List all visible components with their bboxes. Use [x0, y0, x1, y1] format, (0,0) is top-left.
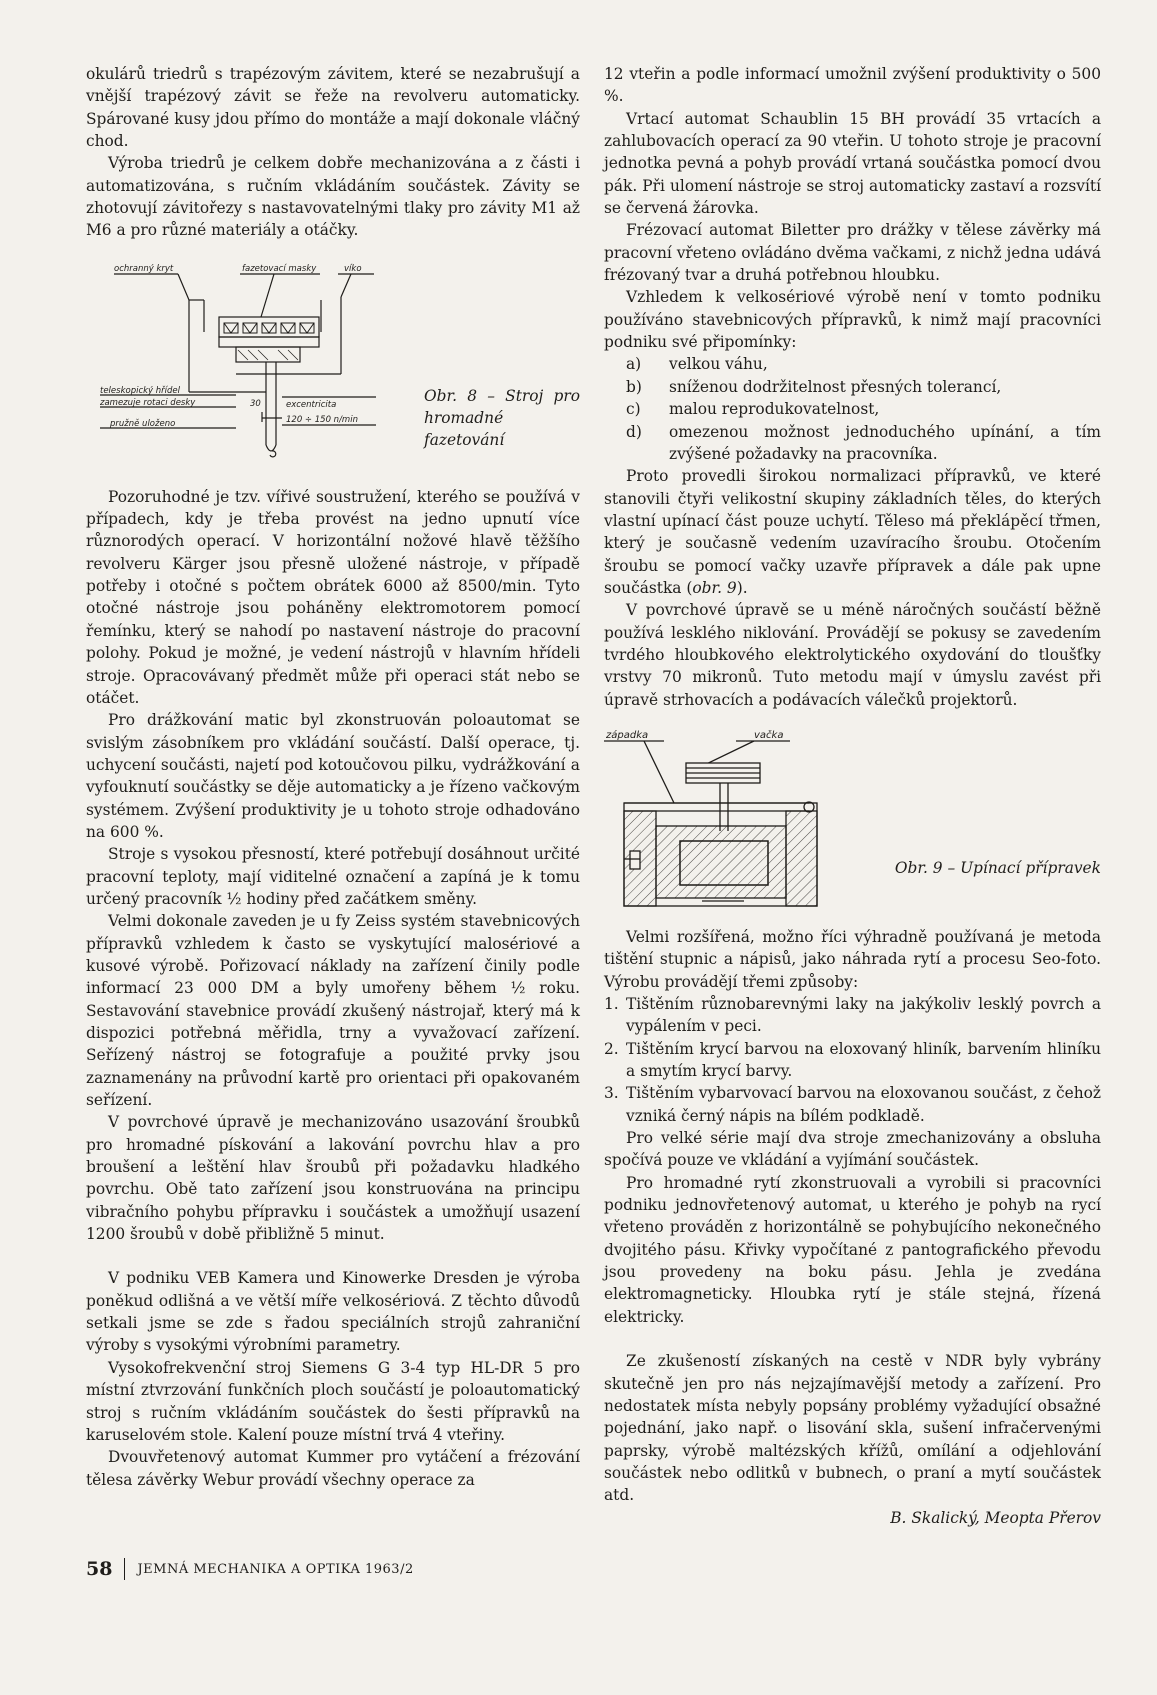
paragraph: Pro drážkování matic byl zkonstruován poloautomat se svislým zásobníkem pro vkládání součástí. Další operace, tj. uchycení součásti, najetí pod kotoučovou pilku, vydrážkování a vyfouknutí součástky se děje automaticky a je řízeno vačkovým systémem. Zvýšení produktivity je u tohoto stroje odhadováno na 600 %. — [86, 711, 580, 841]
page-footer — [86, 1554, 414, 1584]
paragraph: Frézovací automat Biletter pro drážky v tělese závěrky má pracovní vřeteno ovládáno dvěma vačkami, z nichž jedna udává frézovaný tvar a druhá potřebnou hloubku. — [604, 221, 1101, 285]
figure-9-caption: Obr. 9 – Upínací přípravek — [894, 858, 1101, 877]
paragraph: Vrtací automat Schaublin 15 BH provádí 35 vrtacích a zahlubovacích operací za 90 vteřin. U tohoto stroje je pracovní jednotka pevná a pohyb provádí vrtaná součástka pomocí dvou pák. Při ulomení nástroje se stroj automaticky zastaví a rozsvítí se červená žárovka. — [604, 109, 1101, 218]
paragraph: Ze zkušeností získaných na cestě v NDR byly vybrány skutečně jen pro nás nejzajímavější metody a zařízení. Pro nedostatek místa nebyly popsány problémy vyžadující obsažné pojednání, jako např. o lisování skla, sušení infračervenými paprsky, výrobě maltézských křížů, omílání a odjehlování součástek nebo odlitků v bubnech, o praní a mytí součástek atd. — [604, 1352, 1101, 1505]
label-vacka: vačka — [754, 729, 784, 741]
left-column — [86, 63, 580, 1491]
figure-8 — [86, 242, 580, 486]
label-fazetovaci-masky: fazetovací masky — [242, 263, 317, 274]
paragraph: Pro velké série mají dva stroje zmechanizovány a obsluha spočívá pouze ve vkládání a vyjímání součástek. — [604, 1129, 1101, 1170]
list-item: b) sníženou dodržitelnost přesných tolerancí, — [626, 377, 1002, 396]
author-signature: B. Skalický, Meopta Přerov — [890, 1508, 1101, 1527]
objection-list — [604, 353, 1101, 465]
list-item: d) omezenou možnost jednoduchého upínání, a tím zvýšené požadavky na pracovníka. — [626, 422, 1101, 463]
label-teleskopicky-hridel: teleskopický hřídel — [100, 385, 181, 396]
label-excentricita: excentricita — [286, 399, 337, 410]
paragraph: V podniku VEB Kamera und Kinowerke Dresden je výroba poněkud odlišná a ve větší míře velkosériová. Z těchto důvodů setkali jsme se zde s řadou speciálních strojů zahraniční výroby s vysokými výrobními parametry. — [86, 1269, 580, 1355]
paragraph: Vzhledem k velkosériové výrobě není v tomto podniku používáno stavebnicových přípravků, k nimž mají pracovníci podniku své připomínky: — [604, 288, 1101, 352]
label-zamezuje-rotaci: zamezuje rotaci desky — [100, 397, 196, 408]
label-ochranny-kryt: ochranný kryt — [114, 263, 174, 274]
paragraph: okulárů triedrů s trapézovým závitem, které se nezabrušují a vnější trapézový závit se řeže na revolveru automaticky. Spárované kusy jdou přímo do montáže a mají dokonale vláčný chod. — [86, 65, 580, 151]
paragraph: Velmi dokonale zaveden je u fy Zeiss systém stavebnicových přípravků vzhledem k často se vyskytující malosériové a kusové výrobě. Pořizovací náklady na zařízení činily podle informací 23 000 DM a byly umořeny během ½ roku. Sestavování stavebnice provádí zkušený nástrojař, který má k dispozici potřebná měřidla, trny a vyvažovací zařízení. Seřízený nástroj se fotografuje a použité prvky jsou zaznamenány na průvodní kartě pro orientaci při opakovaném seřízení. — [86, 912, 580, 1110]
figure-9-drawing — [604, 711, 1101, 926]
paragraph: Stroje s vysokou přesností, které potřebují dosáhnout určité pracovní teploty, mají viditelné označení a zapíná je k tomu určený pracovník ½ hodiny před začátkem směny. — [86, 845, 580, 908]
paragraph: V povrchové úpravě se u méně náročných součástí běžně používá lesklého niklování. Provádějí se pokusy se zavedením tvrdého hloubkového elektrolytického oxydování do tloušťky vrstvy 70 mikronů. Tuto metodu mají v úmyslu zavést při úpravě strhovacích a podávacích válečků projektorů. — [604, 601, 1101, 709]
paragraph: 12 vteřin a podle informací umožnil zvýšení produktivity o 500 %. — [604, 65, 1101, 106]
list-item: 2. Tištěním krycí barvou na eloxovaný hliník, barvením hliníku a smytím krycí barvy. — [604, 1039, 1101, 1081]
journal-title: JEMNÁ MECHANIKA A OPTIKA 1963/2 — [137, 1561, 414, 1577]
label-dimension-30: 30 — [250, 398, 261, 409]
label-pruzne-ulozeno: pružně uloženo — [110, 418, 176, 429]
paragraph: Pro hromadné rytí zkonstruovali a vyrobili si pracovníci podniku jednovřetenový automat, u kterého je pohyb na rycí vřeteno prováděn z horizontálně se pohybujícího nekonečného dvojitého pásu. Křivky vypočítané z pantografického převodu jsou provedeny na boku pásu. Jehla je zvedána elektromagneticky. Hloubka rytí je stále stejná, řízená elektricky. — [604, 1173, 1101, 1326]
paragraph: Vysokofrekvenční stroj Siemens G 3-4 typ HL-DR 5 pro místní ztvrzování funkčních ploch součástí je poloautomatický stroj s ručním vkládáním součástek do šesti přípravků na karuselovém stole. Kalení pouze místní trvá 4 vteřiny. — [86, 1358, 580, 1444]
paragraph: Velmi rozšířená, možno říci výhradně používaná je metoda tištění stupnic a nápisů, jako náhrada rytí a procesu Seo-foto. Výrobu provádějí třemi způsoby: — [604, 927, 1101, 991]
list-item: c) malou reprodukovatelnost, — [626, 400, 880, 419]
method-list — [604, 993, 1101, 1127]
figure-9 — [604, 711, 1101, 926]
label-viko: víko — [344, 263, 362, 274]
list-item: 1. Tištěním různobarevnými laky na jakýkoliv lesklý povrch a vypálením v peci. — [604, 995, 1101, 1036]
right-column — [604, 63, 1101, 1529]
paragraph: Výroba triedrů je celkem dobře mechanizována a z části i automatizována, s ručním vkládáním součástek. Závity se zhotovují závitořezy s nastavovatelnými tlaky pro závity M1 až M6 a pro různé materiály a otáčky. — [86, 154, 580, 240]
paragraph: Dvouvřetenový automat Kummer pro vytáčení a frézování tělesa závěrky Webur provádí všechny operace za — [86, 1448, 580, 1489]
footer-divider — [124, 1558, 125, 1580]
figure-reference: obr. 9 — [692, 578, 737, 597]
figure-8-caption: Obr. 8 – Stroj pro hromadné fazetování — [424, 386, 580, 449]
paragraph: Pozoruhodné je tzv. vířivé soustružení, kterého se používá v případech, kdy je třeba provést na jedno upnutí více různorodých operací. V horizontální nožové hlavě těžšího revolveru Kärger jsou přesně uložené nástroje, v případě potřeby i otočné s počtem obrátek 6000 až 8500/min. Tyto otočné nástroje jsou poháněny elektromotorem pomocí řemínku, který se nahodí po nastavení nástroje do pracovní polohy. Pokud je možné, je vedení nástrojů v hlavním hřídeli stroje. Opracovávaný předmět může při operaci stát nebo se otáčet. — [86, 487, 580, 707]
label-speed: 120 ÷ 150 n/min — [286, 414, 358, 425]
paragraph: V povrchové úpravě je mechanizováno usazování šroubků pro hromadné pískování a lakování povrchu hlav a pro broušení a leštění hlav šroubů při požadavku hladkého povrchu. Obě tato zařízení jsou konstruována na principu vibračního pohybu přípravku i součástek a umožňují usazení 1200 šroubů v době přibližně 5 minut. — [86, 1113, 580, 1244]
paragraph: Proto provedli širokou normalizaci přípravků, ve které stanovili čtyři velikostní skupiny základních těles, do kterých vlastní upínací část pouze uchytí. Těleso má překlápěcí třmen, který je současně vedením uzavíracího šroubu. Otočením šroubu se pomocí vačky uzavře přípravek a dále pak upne součástka (obr. 9). — [604, 467, 1101, 597]
label-zapadka: západka — [606, 729, 649, 741]
list-item: a) velkou váhu, — [626, 355, 768, 374]
list-item: 3. Tištěním vybarvovací barvou na eloxovanou součást, z čehož vzniká černý nápis na bílém podkladě. — [604, 1084, 1101, 1125]
page-number: 58 — [86, 1558, 113, 1580]
